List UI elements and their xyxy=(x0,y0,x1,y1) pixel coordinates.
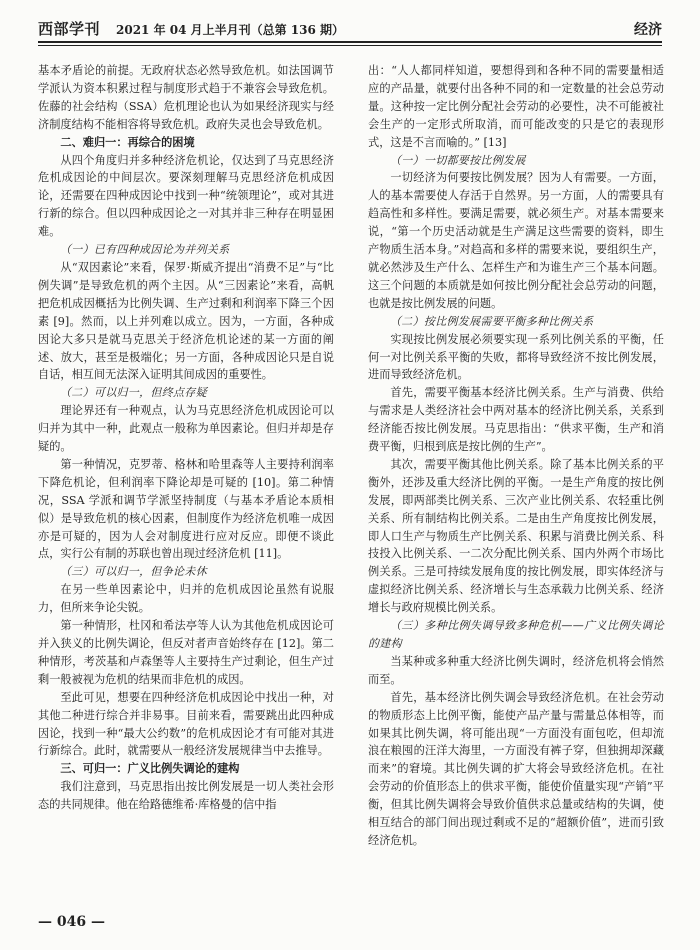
subsection-heading: （二）可以归一，但终点存疑 xyxy=(60,386,207,400)
body-paragraph: 我们注意到，马克思指出按比例发展是一切人类社会形态的共同规律。他在给路德维希·库格曼的信中指 xyxy=(38,780,334,812)
body-paragraph: 当某种或多种重大经济比例失调时，经济危机将会悄然而至。 xyxy=(368,654,664,686)
body-paragraph: 在另一些单因素论中，归并的危机成因论虽然有说服力，但所来争论尖锐。 xyxy=(38,583,334,615)
subsection-heading: （二）按比例发展需要平衡多种比例关系 xyxy=(390,314,594,328)
body-paragraph: 第一种情况，克罗蒂、格林和哈里森等人主要持利润率下降危机论，但利润率下降论却是可疑的 [10]。第二种情况，SSA 学派和调节学派坚持制度（与基本矛盾论本质相似）是导致危机的核心因素，但制度作为经济危机唯一成因亦是可疑的，因为人会对制度进行应对反应。即便不谈此点，实行公有制的苏联也曾出现过经济危机 [11]。 xyxy=(38,457,334,561)
body-paragraph: 出：“人人都同样知道，要想得到和各种不同的需要量相适应的产品量，就要付出各种不同的和一定数量的社会总劳动量。这种按一定比例分配社会劳动的必要性，决不可能被社会生产的一定形式所取消，而可能改变的只是它的表现形式，这是不言而喻的。” [13] xyxy=(368,64,664,149)
body-paragraph: 实现按比例发展必须要实现一系列比例关系的平衡，任何一对比例关系平衡的失败，都将导致经济不按比例发展，进而导致经济危机。 xyxy=(368,332,664,382)
left-column xyxy=(38,62,334,814)
body-paragraph: 基本矛盾论的前提。无政府状态必然导致危机。如法国调节学派认为资本积累过程与制度形式趋于不兼容会导致危机。佐藤的社会结构（SSA）危机理论也认为如果经济现实与经济制度结构不能相容将导致危机。政府失灵也会导致危机。 xyxy=(38,64,334,131)
header-rule-thin xyxy=(38,45,662,46)
page-number: — 046 — xyxy=(38,914,105,930)
body-paragraph: 理论界还有一种观点，认为马克思经济危机成因论可以归并为其中一种，此观点一般称为单因素论。但归并却是存疑的。 xyxy=(38,404,334,454)
section-heading: 二、难归一：再综合的困境 xyxy=(60,134,195,149)
body-paragraph: 一切经济为何要按比例发展？因为人有需要。一方面，人的基本需要使人存活于自然界。另一方面，人的需要具有趋高性和多样性。要满足需要，就必须生产。对基本需要来说，“第一个历史活动就是生产满足这些需要的资料，即生产物质生活本身。”对趋高和多样的需要来说，要组织生产，就必然涉及生产什么、怎样生产和为谁生产三个基本问题。这三个问题的本质就是如何按比例分配社会总劳动的问题，也就是按比例发展的问题。 xyxy=(368,171,664,310)
body-paragraph: 第一种情形，杜冈和希法亭等人认为其他危机成因论可并入狭义的比例失调论，但反对者声音始终存在 [12]。第二种情形，考茨基和卢森堡等人主要持生产过剩论，但生产过剩一般被视为危机的结果而非危机的成因。 xyxy=(38,619,334,686)
body-paragraph: 首先，基本经济比例失调会导致经济危机。在社会劳动的物质形态上比例平衡，能使产品产量与需量总体相等，而如果其比例失调，将可能出现“一方面没有面包吃，但却流浪在粮囤的汪洋大海里，一方面没有裤子穿，但独拥却深藏而来”的窘境。其比例失调的扩大将会导致经济危机。在社会劳动的价值形态上的供求平衡，能使价值量实现“产销”平衡，但其比例失调将会导致价值供求总量或结构的失调，使相互结合的部门间出现过剩或不足的“超额价值”，进而引致经济危机。 xyxy=(368,690,664,847)
subsection-heading: （一）已有四种成因论为并列关系 xyxy=(60,243,230,257)
subsection-heading: （三）多种比例失调导致多种危机——广义比例失调论的建构 xyxy=(368,619,664,650)
body-paragraph: 从四个角度归并多种经济危机论，仅达到了马克思经济危机成因论的中间层次。要深刻理解马克思经济危机成因论，还需要在四种成因论中找到一种“统领理论”，或对其进行新的综合。但以四种成因论之一对其并非三种存在明显困难。 xyxy=(38,153,334,239)
body-paragraph: 从“双因素论”来看，保罗·斯威齐提出“消费不足”与“比例失调”是导致危机的两个主因。从“三因素论”来看，高帆把危机成因概括为比例失调、生产过剩和利润率下降三个因素 [9]。然而，以上并列难以成立。因为，一方面，各种成因论大多只是就马克思关于经济危机论述的某一方面的阐述、放大，甚至是极端化；另一方面，各种成因论只是自说自话，相互间无法深入证明其间成因的重要性。 xyxy=(38,260,334,382)
subsection-heading: （三）可以归一，但争论未休 xyxy=(60,565,207,579)
body-paragraph: 首先，需要平衡基本经济比例关系。生产与消费、供给与需求是人类经济社会中两对基本的经济比例关系，关系到经济能否按比例发展。马克思指出：“供求平衡，生产和消费平衡，归根到底是按比例的生产”。 xyxy=(368,386,664,454)
right-column xyxy=(368,62,664,850)
issue-info: 2021 年 04 月上半月刊（总第 136 期） xyxy=(116,23,345,37)
header-rule-thick xyxy=(38,41,662,43)
body-paragraph: 至此可见，想要在四种经济危机成因论中找出一种，对其他二种进行综合并非易事。目前来看，需要跳出此四种成因论，找到一种“最大公约数”的危机成因论才有可能对其进行新综合。此时，就需要从一般经济发展规律当中去推导。 xyxy=(38,690,334,758)
journal-logo: 西部学刊 xyxy=(38,20,101,38)
section-label: 经济 xyxy=(634,22,662,38)
body-paragraph: 其次，需要平衡其他比例关系。除了基本比例关系的平衡外，还涉及重大经济比例的平衡。一是生产角度的按比例发展，即两部类比例关系、三次产业比例关系、农轻重比例关系、所有制结构比例关系。二是由生产角度按比例发展，即人口生产与物质生产比例关系、积累与消费比例关系、科技投入比例关系、一二次分配比例关系、国内外两个市场比例关系。三是可持续发展角度的按比例发展，即实体经济与虚拟经济比例关系、经济增长与生态承载力比例关系、经济增长与政府规模比例关系。 xyxy=(368,457,664,615)
subsection-heading: （一）一切都要按比例发展 xyxy=(390,153,526,167)
running-header xyxy=(38,16,662,46)
section-heading: 三、可归一：广义比例失调论的建构 xyxy=(60,761,240,776)
